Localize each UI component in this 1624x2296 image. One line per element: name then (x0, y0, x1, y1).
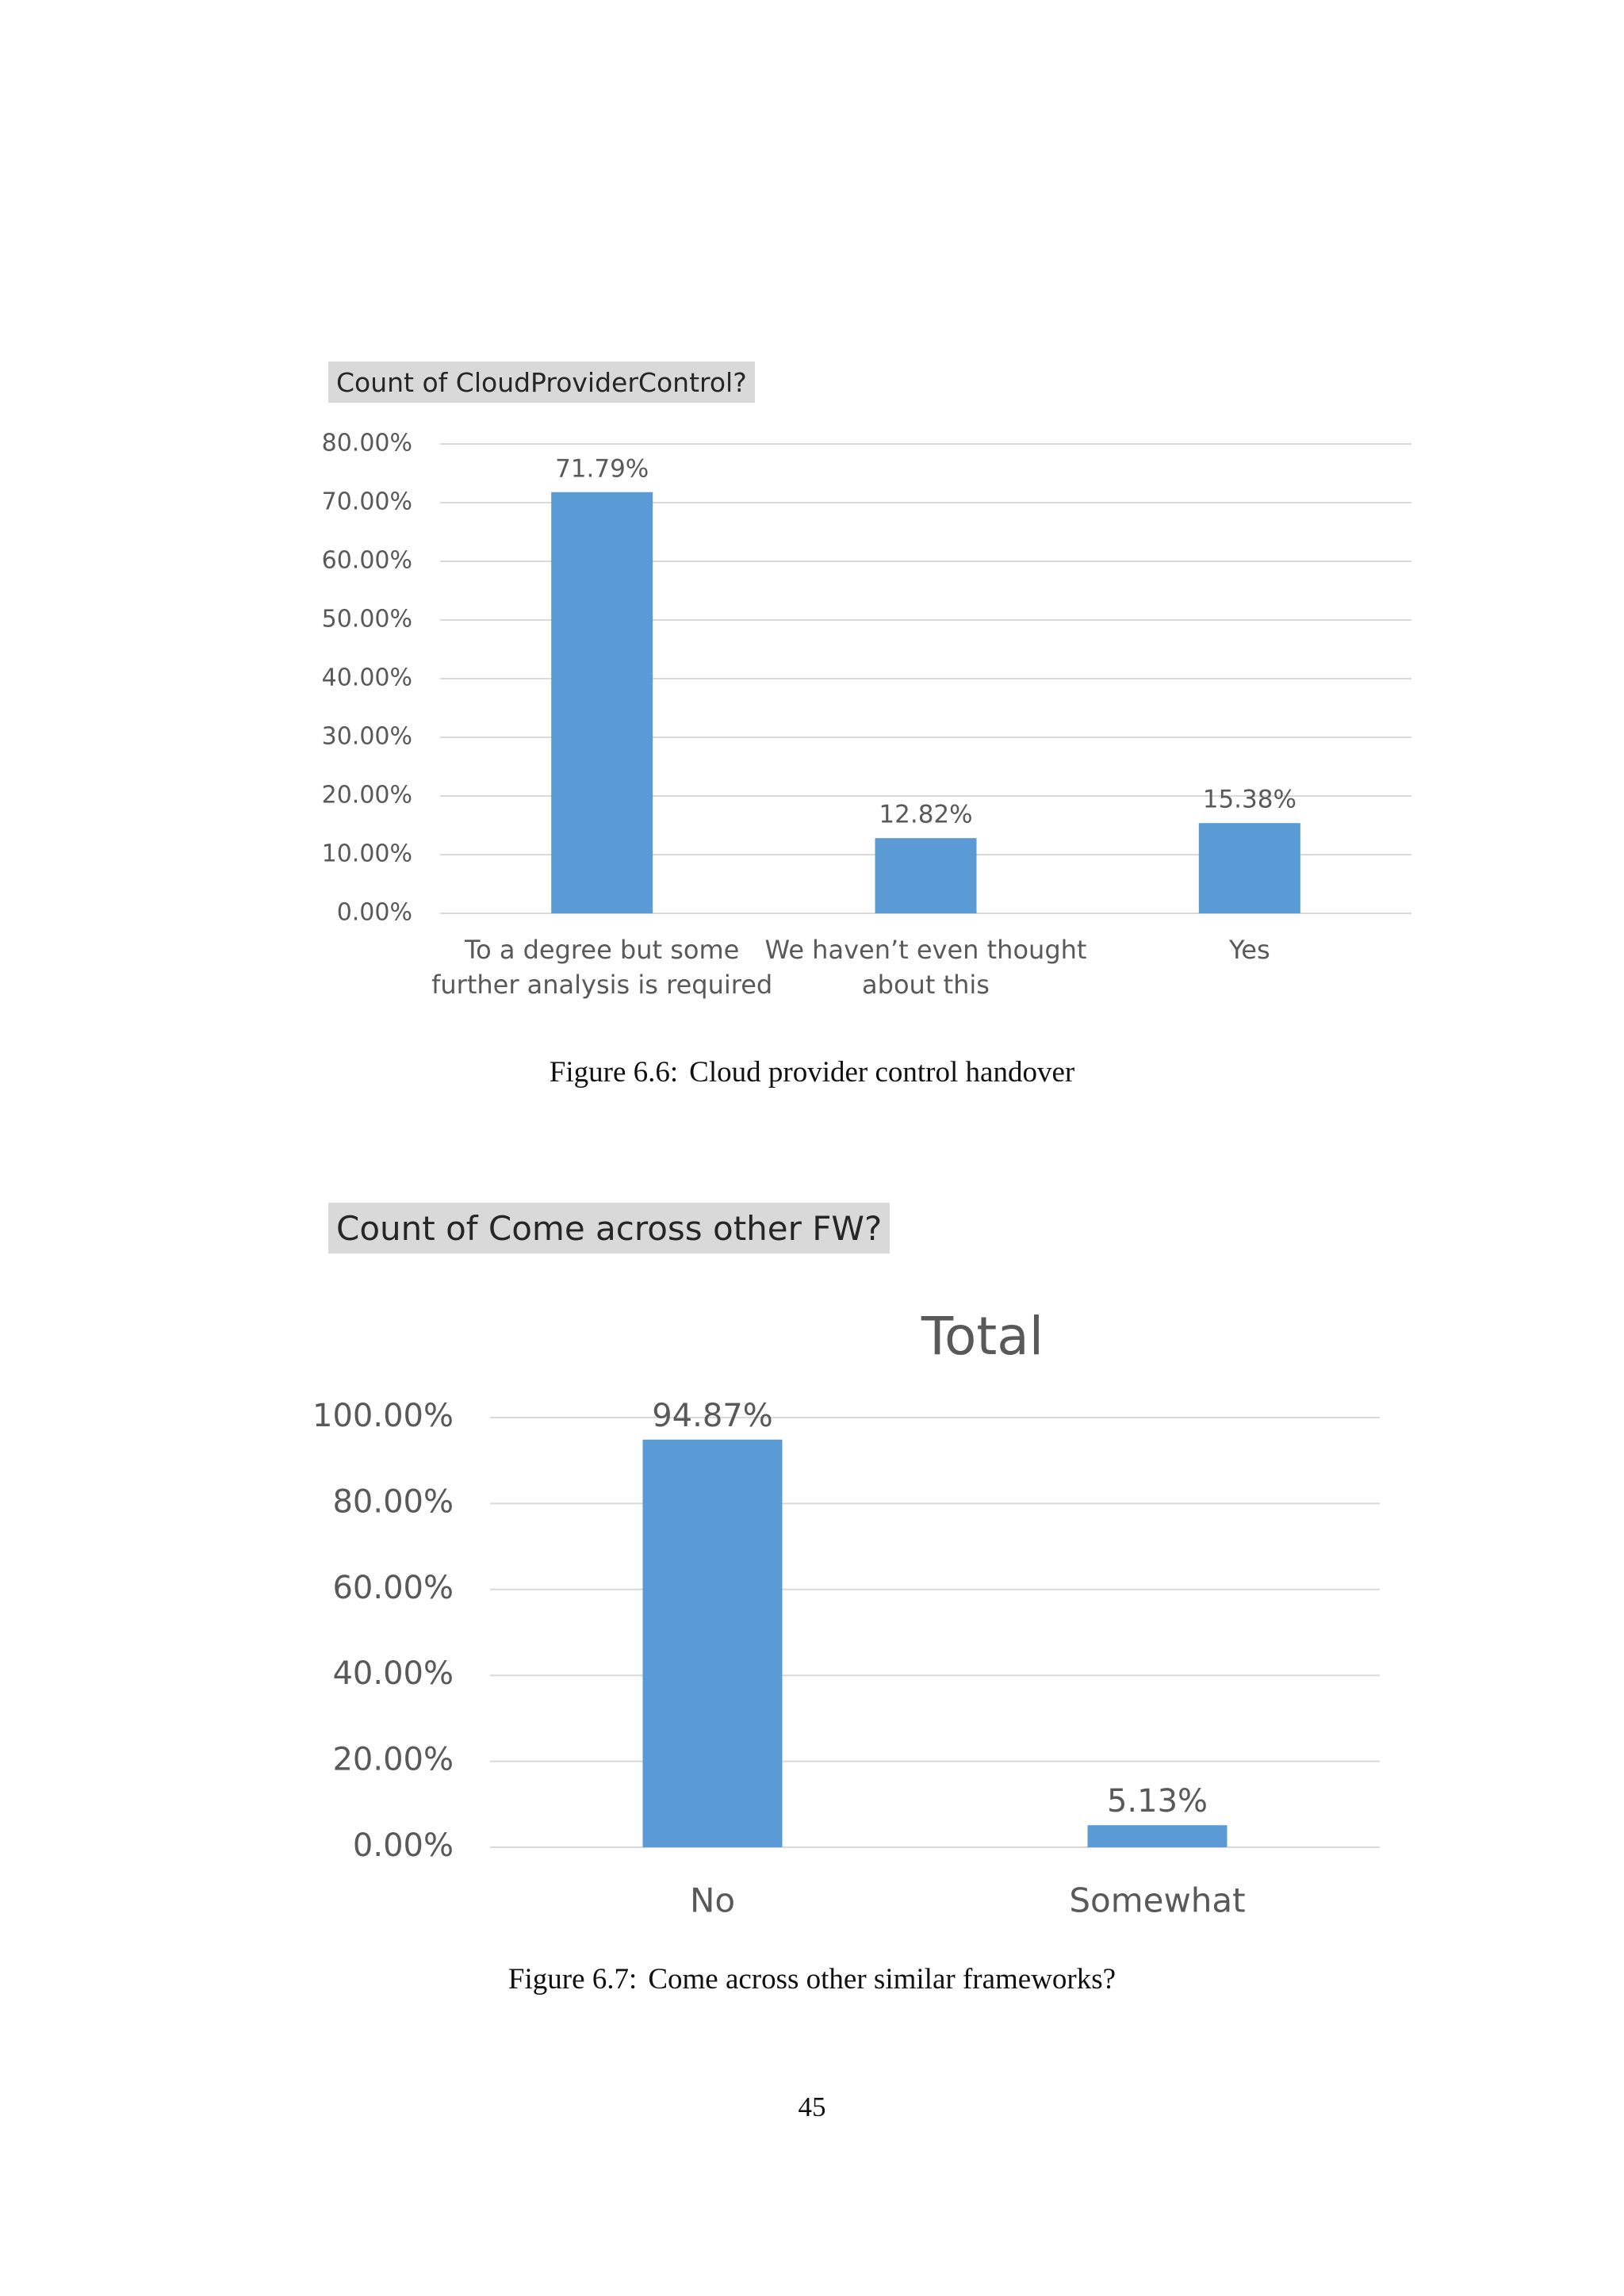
figure-number: Figure 6.6: (549, 1056, 679, 1089)
bar-chart-cloud-provider-control (301, 412, 1427, 1047)
bar (1199, 823, 1300, 913)
bar (643, 1440, 783, 1847)
figure-caption (0, 1962, 1624, 1996)
x-category-label: Yes (1229, 935, 1270, 965)
figure-number: Figure 6.7: (508, 1963, 638, 1996)
data-label: 71.79% (555, 454, 649, 484)
bar (1088, 1825, 1228, 1847)
y-tick-label: 20.00% (321, 781, 412, 809)
y-tick-label: 0.00% (336, 898, 412, 927)
x-category-label: further analysis is required (431, 970, 773, 1000)
y-tick-label: 100.00% (312, 1398, 454, 1434)
pivot-field-label: Count of Come across other FW? (328, 1203, 890, 1253)
figure-caption-text: Cloud provider control handover (689, 1056, 1075, 1089)
y-tick-label: 20.00% (332, 1741, 454, 1778)
page-number: 45 (798, 2091, 826, 2122)
y-tick-label: 30.00% (321, 722, 412, 751)
y-tick-label: 50.00% (321, 605, 412, 633)
bar (551, 492, 653, 913)
y-tick-label: 40.00% (321, 664, 412, 692)
y-tick-label: 60.00% (321, 546, 412, 575)
x-category-label: Somewhat (1069, 1881, 1246, 1920)
y-tick-label: 0.00% (352, 1827, 454, 1864)
x-category-label: To a degree but some (464, 935, 740, 965)
figure-caption (0, 1055, 1624, 1089)
y-tick-label: 80.00% (332, 1483, 454, 1521)
bar-chart-come-across-frameworks (301, 1276, 1427, 1927)
y-tick-label: 40.00% (332, 1655, 454, 1693)
bar (875, 838, 977, 913)
data-label: 94.87% (652, 1397, 773, 1434)
figure-caption-text: Come across other similar frameworks? (648, 1963, 1116, 1996)
pivot-field-label: Count of CloudProviderControl? (328, 362, 755, 403)
data-label: 12.82% (879, 800, 973, 829)
x-category-label: No (689, 1881, 736, 1920)
y-tick-label: 60.00% (332, 1569, 454, 1606)
y-tick-label: 70.00% (321, 488, 412, 516)
data-label: 15.38% (1202, 785, 1297, 814)
x-category-label: We haven’t even thought (764, 935, 1087, 965)
x-category-label: about this (862, 970, 990, 1000)
y-tick-label: 80.00% (321, 429, 412, 457)
y-tick-label: 10.00% (321, 840, 412, 868)
data-label: 5.13% (1106, 1783, 1208, 1820)
chart-title: Total (921, 1306, 1044, 1368)
